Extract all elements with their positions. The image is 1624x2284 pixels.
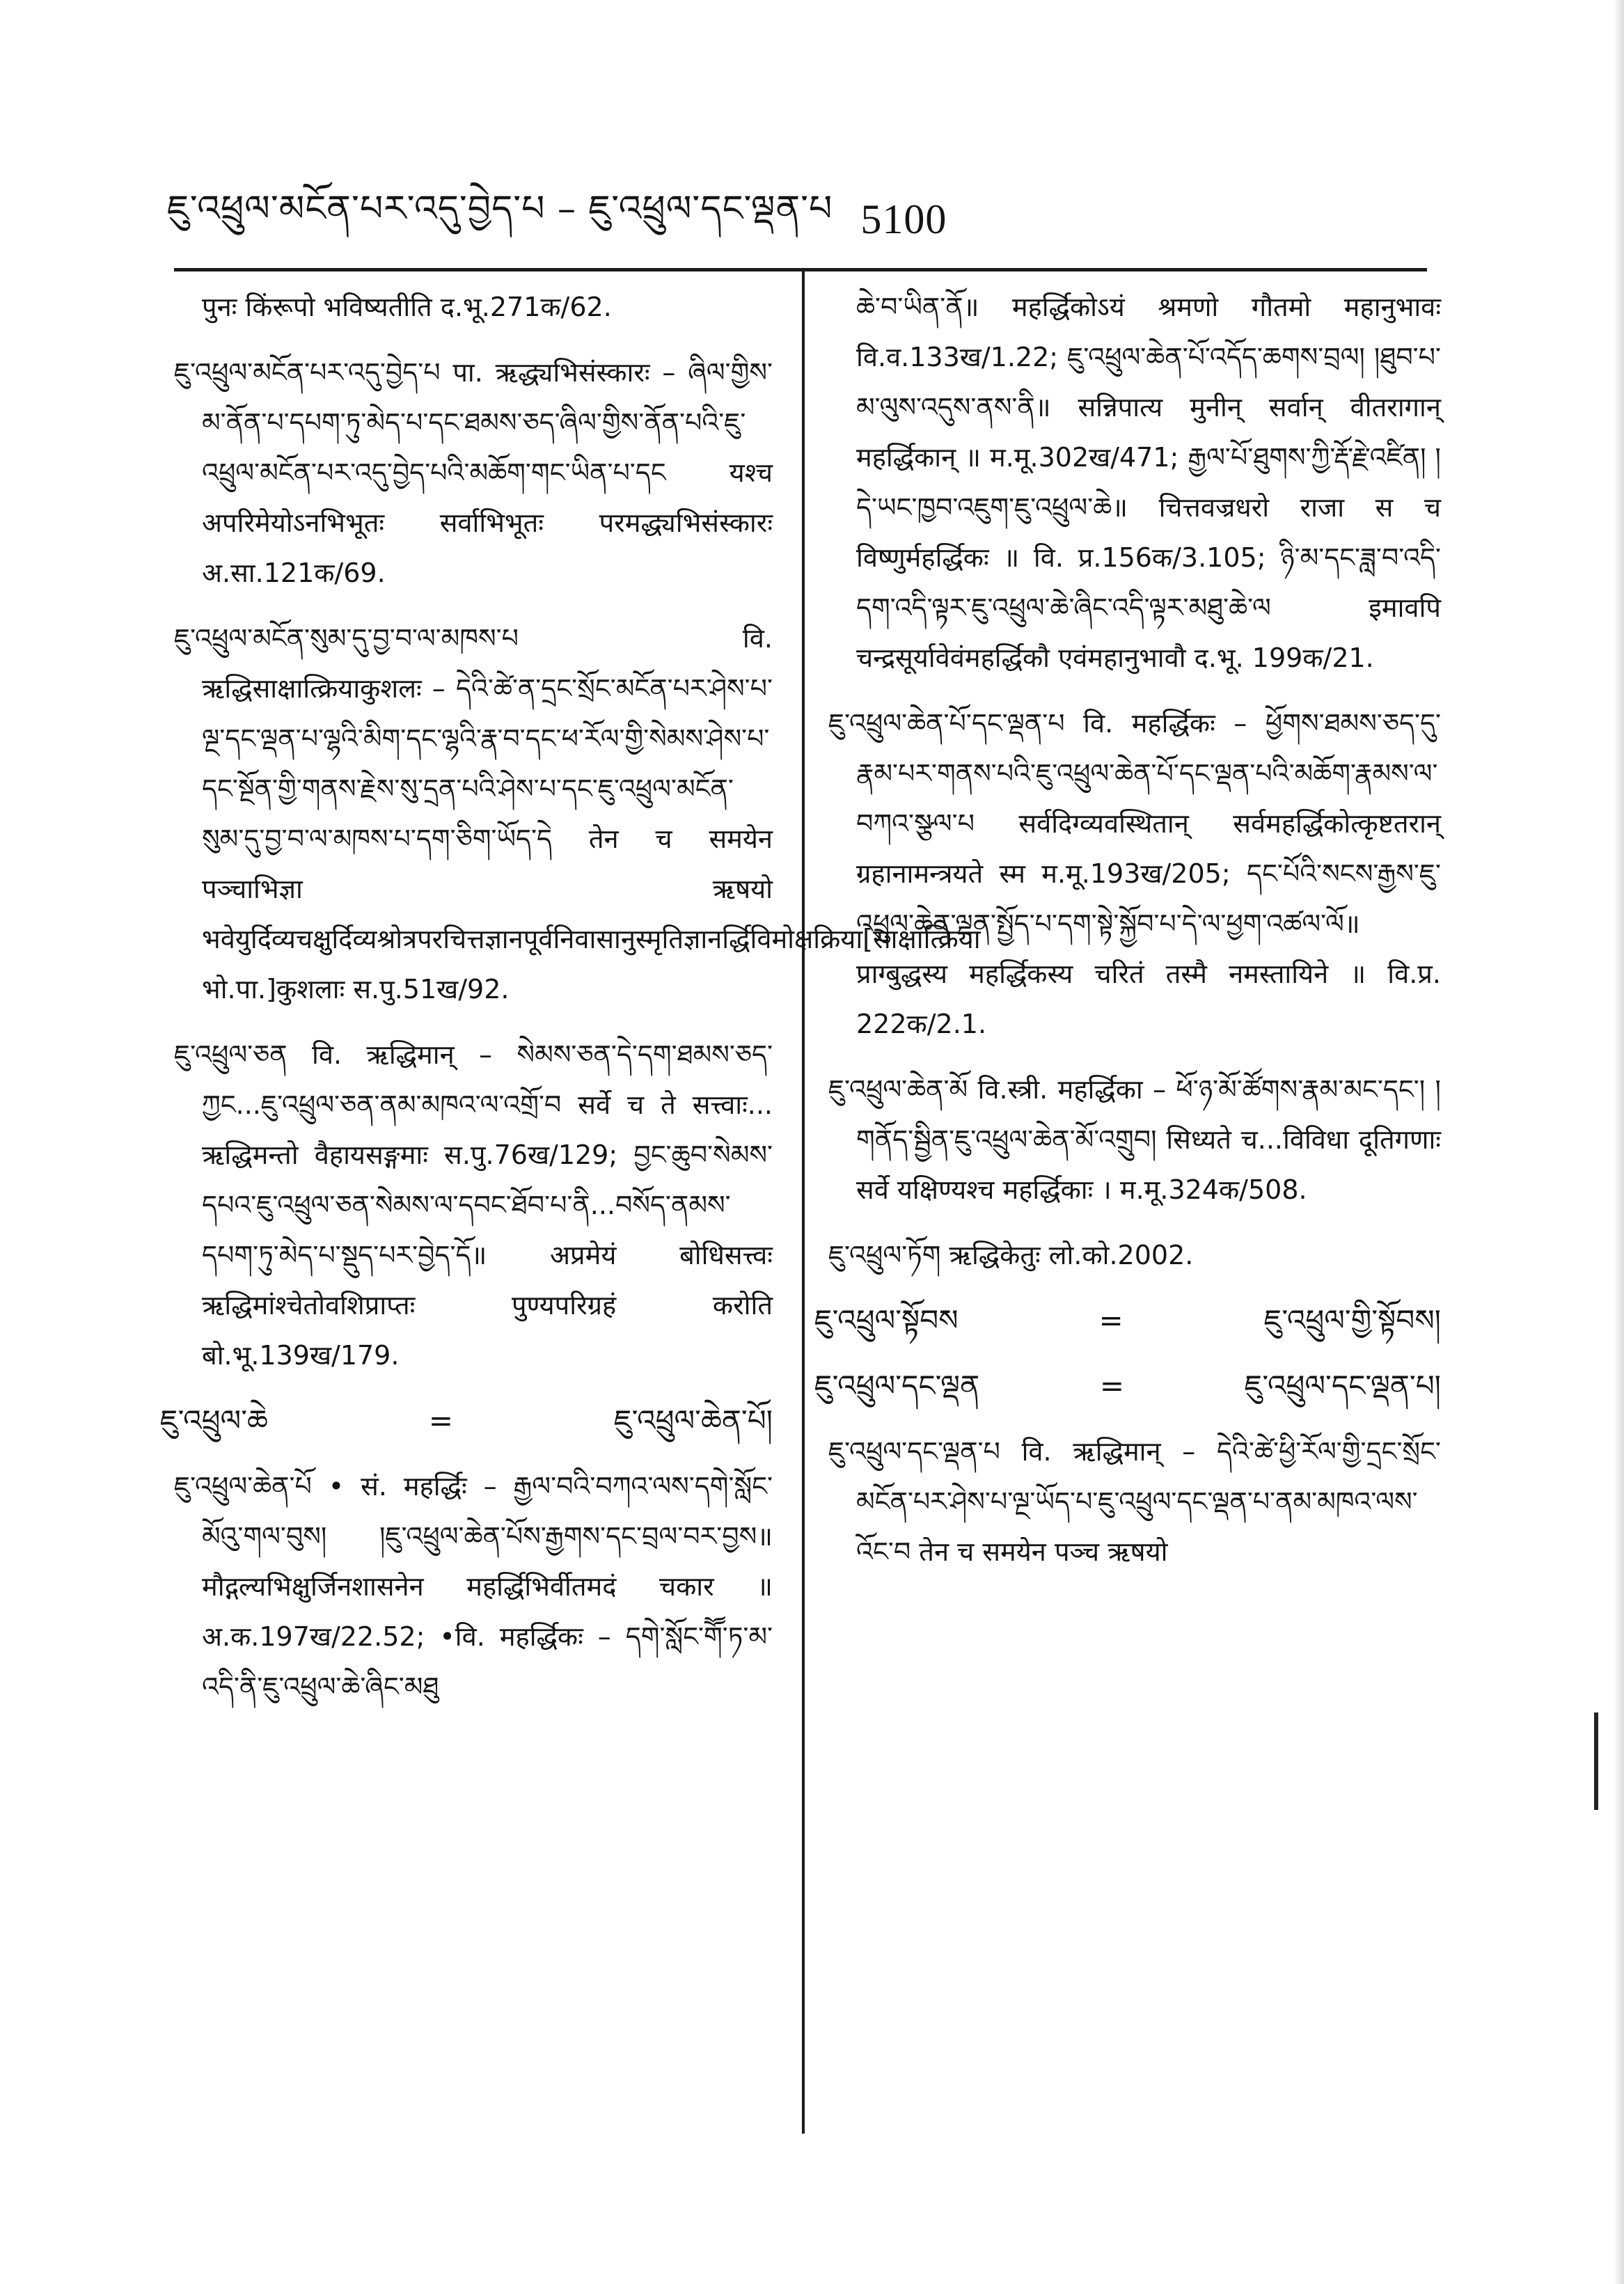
xref-equals: =: [1098, 1303, 1124, 1337]
xref-equals: =: [428, 1403, 454, 1438]
xref-term: ཇུ་འཕྲུལ་ཆེ: [160, 1403, 268, 1438]
dictionary-entry: ཇུ་འཕྲུལ་མངོན་པར་འདུ་བྱེད་པ पा. ऋद्ध्यभिसंस्कारः – ཞིལ་གྱིས་མ་ནོན་པ་དཔག་ཏུ་མེད་པ་དང་ཐམས་ཅད་ཞིལ་གྱིས་ནོན་པའི་ཇུ་འཕྲུལ་མངོན་པར་འདུ་བྱེད་པའི་མཆོག་གང་ཡིན་པ་དང यश्च अपरिमेयोऽनभिभूतः सर्वाभिभूतः परमद्ध्यभिसंस्कारः अ.सा.121क/69.: [174, 357, 773, 588]
header-rule: [174, 268, 1427, 271]
dictionary-entry: ཇུ་འཕྲུལ་ཆེན་པོ • सं. महर्द्धिः – རྒྱལ་བའི་བཀའ་ལས་དགེ་སློང་མོའུ་གལ་བུས། །ཇུ་འཕྲུལ་ཆེན་པོས་རྒྱགས་དང་བྲལ་བར་བྱས॥ मौद्गल्यभिक्षुर्जिनशासनेन महर्द्धिभिर्वीतमदं चकार ॥ अ.क.197ख/22.52; •वि. महर्द्धिकः – དགེ་སློང་གཽ་ཏ་མ་འདི་ནི་ཇུ་འཕྲུལ་ཆེ་ཞིང་མཐུ: [174, 1471, 773, 1702]
xref-term: ཇུ་འཕྲུལ་དང་ལྡན: [814, 1369, 980, 1403]
cross-reference: [160, 1396, 773, 1446]
page-number: 5100: [860, 196, 947, 242]
xref-target: ཇུ་འཕྲུལ་ཆེན་པོ།: [613, 1403, 773, 1438]
cross-reference: [814, 1361, 1441, 1411]
dictionary-entry: ཇུ་འཕྲུལ་མངོན་སུམ་དུ་བྱ་བ་ལ་མཁས་པ वि. ऋद्धिसाक्षात्क्रियाकुशलः – དེའི་ཚེ་ན་དྲང་སྲོང་མངོན་པར་ཤེས་པ་ལྔ་དང་ལྡན་པ་ལྷའི་མིག་དང་ལྷའི་རྣ་བ་དང་ཕ་རོལ་གྱི་སེམས་ཤེས་པ་དང་སྔོན་གྱི་གནས་རྗེས་སུ་དྲན་པའི་ཤེས་པ་དང་ཇུ་འཕྲུལ་མངོན་སུམ་དུ་བྱ་བ་ལ་མཁས་པ་དག་ཅིག་ཡོད་དེ तेन च समयेन पञ्चाभिज्ञा ऋषयो भवेयुर्दिव्यचक्षुर्दिव्यश्रोत्रपरचित्तज्ञानपूर्वनिवासानुस्मृतिज्ञानर्द्धिविमोक्षक्रिया[साक्षात्क्रिया भो.पा.]कुशलाः स.पु.51ख/92.: [174, 623, 981, 1005]
running-header: [167, 188, 1441, 251]
xref-equals: =: [1099, 1369, 1125, 1403]
right-column: [814, 282, 1441, 1592]
xref-term: ཇུ་འཕྲུལ་སྟོབས: [814, 1303, 959, 1337]
cross-reference: [814, 1295, 1441, 1346]
xref-target: ཇུ་འཕྲུལ་གྱི་སྟོབས།: [1263, 1303, 1441, 1337]
dictionary-entry: ཇུ་འཕྲུལ་ཆེན་མོ वि.स्त्री. महर्द्धिका – ཕོ་ཉ་མོ་ཚོགས་རྣམ་མང་དང་། །གནོད་སྦྱིན་ཇུ་འཕྲུལ་ཆེན་མོ་འགྲུབ། सिध्यते च...विविधा दूतिगणाः सर्वे यक्षिण्यश्च महर्द्धिकाः । म.मू.324क/508.: [828, 1074, 1441, 1205]
dictionary-entry: ཆེ་བ་ཡིན་ནོ॥ महर्द्धिकोऽयं श्रमणो गौतमो महानुभावः वि.व.133ख/1.22; ཇུ་འཕྲུལ་ཆེན་པོ་འདོད་ཆགས་བྲལ། །ཐུབ་པ་མ་ལུས་འདུས་ནས་ནི॥ सन्निपात्य मुनीन् सर्वान् वीतरागान् महर्द्धिकान् ॥ म.मू.302ख/471; རྒྱལ་པོ་ཐུགས་ཀྱི་རྡོ་རྗེ་འཛིན། །དེ་ཡང་ཁྱབ་འཇུག་ཇུ་འཕྲུལ་ཆེ॥ चित्तवज्रधरो राजा स च विष्णुर्महर्द्धिकः ॥ वि. प्र.156क/3.105; ཉི་མ་དང་ཟླ་བ་འདི་དག་འདི་ལྟར་ཇུ་འཕྲུལ་ཆེ་ཞིང་འདི་ལྟར་མཐུ་ཆེ་ལ इमावपि चन्द्रसूर्यावेवंमहर्द्धिकौ एवंमहानुभावौ द.भू. 199क/21.: [856, 292, 1441, 673]
scan-edge: [1614, 0, 1624, 2284]
dictionary-entry: ཇུ་འཕྲུལ་ཅན वि. ऋद्धिमान् – སེམས་ཅན་དེ་དག་ཐམས་ཅད་ཀྱང...ཇུ་འཕྲུལ་ཅན་ནམ་མཁའ་ལ་འགྲོ་བ सर्वे च ते सत्त्वाः... ऋद्धिमन्तो वैहायसङ्गमाः स.पु.76ख/129; བྱང་ཆུབ་སེམས་དཔའ་ཇུ་འཕྲུལ་ཅན་སེམས་ལ་དབང་ཐོབ་པ་ནི...བསོད་ནམས་དཔག་ཏུ་མེད་པ་སྡུད་པར་བྱེད་དོ॥ अप्रमेयं बोधिसत्त्वः ऋद्धिमांश्चेतोवशिप्राप्तः पुण्यपरिग्रहं करोति बो.भू.139ख/179.: [174, 1039, 773, 1371]
xref-target: ཇུ་འཕྲུལ་དང་ལྡན་པ།: [1244, 1369, 1441, 1403]
dictionary-entry: ཇུ་འཕྲུལ་ཏོག ऋद्धिकेतुः लो.को.2002.: [828, 1240, 1194, 1270]
header-title: ཇུ་འཕྲུལ་མངོན་པར་འདུ་བྱེད་པ – ཇུ་འཕྲུལ་དང་ལྡན་པ: [167, 188, 833, 230]
column-divider: [802, 268, 805, 2134]
margin-mark: [1594, 1712, 1598, 1810]
dictionary-entry: ཇུ་འཕྲུལ་ཆེན་པོ་དང་ལྡན་པ वि. महर्द्धिकः – ཕྱོགས་ཐམས་ཅད་དུ་རྣམ་པར་གནས་པའི་ཇུ་འཕྲུལ་ཆེན་པོ་དང་ལྡན་པའི་མཆོག་རྣམས་ལ་བཀའ་སྩལ་པ सर्वदिग्व्यवस्थितान् सर्वमहर्द्धिकोत्कृष्टतरान् ग्रहानामन्त्रयते स्म म.मू.193ख/205; དང་པོའི་སངས་རྒྱས་ཇུ་འཕྲུལ་ཆེན་ལྡན་སྤྱོད་པ་དག་སྟེ་སྐྱོབ་པ་དེ་ལ་ཕྱག་འཚལ་ལོ॥ प्राग्बुद्धस्य महर्द्धिकस्य चरितं तस्मै नमस्तायिने ॥ वि.प्र. 222क/2.1.: [828, 708, 1441, 1039]
dictionary-entry: पुनः किंरूपो भविष्यतीति द.भू.271क/62.: [202, 292, 612, 322]
dictionary-entry: ཇུ་འཕྲུལ་དང་ལྡན་པ वि. ऋद्धिमान् – དེའི་ཚེ་ཕྱི་རོལ་གྱི་དྲང་སྲོང་མངོན་པར་ཤེས་པ་ལྔ་ཡོད་པ་ཇུ་འཕྲུལ་དང་ལྡན་པ་ནམ་མཁའ་ལས་འོང་བ तेन च समयेन पञ्च ऋषयो: [828, 1436, 1441, 1567]
